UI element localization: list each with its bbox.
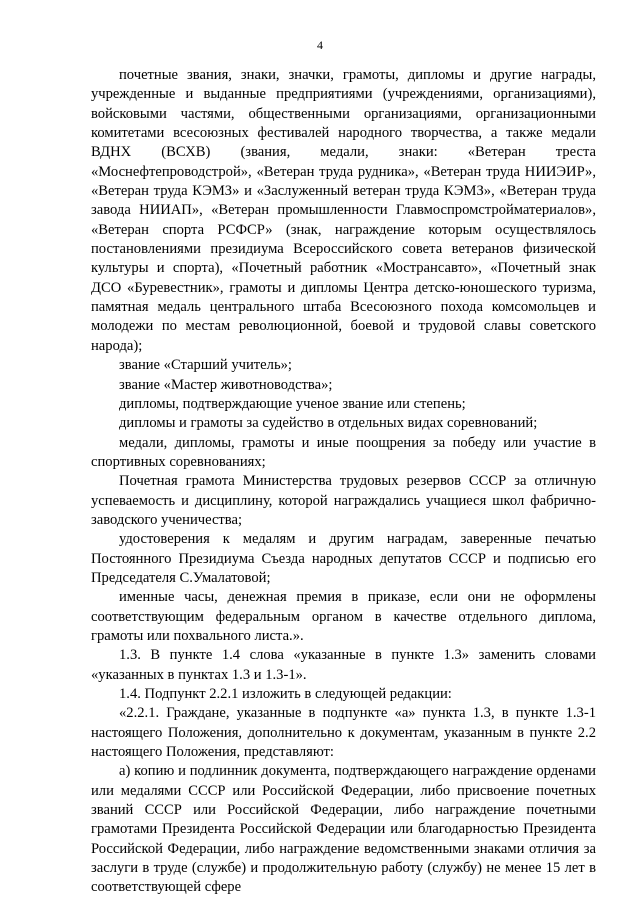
document-body	[91, 66, 596, 898]
paragraph-presidium-certificates: удостоверения к медалям и другим наградам, заверенные печатью Постоянного Президиума Съезда народных депутатов СССР и подписью его Председателя С.Умалатовой;	[91, 531, 596, 586]
paragraph-subitem-a: а) копию и подлинник документа, подтверждающего награждение орденами или медалями СССР или Российской Федерации, либо присвоение почетных званий СССР или Российской Федерации, либо награждение почетными грамотами Президента Российской Федерации или благодарностью Президента Российской Федерации, либо награждение ведомственными знаками отличия за заслуги в труде (службе) и продолжительную работу (службу) не менее 15 лет в соответствующей сфере	[91, 763, 596, 896]
paragraph-awards-list: почетные звания, знаки, значки, грамоты, дипломы и другие награды, учрежденные и выданные предприятиями (учреждениями, организациями), войсковыми частями, общественными организациями, организационными комитетами всесоюзных фестивалей народного творчества, а также медали ВДНХ (ВСХВ) (звания, медали, знаки: «Ветеран треста «Моснефтепроводстрой», «Ветеран труда рудника», «Ветеран труда НИИЭИР», «Ветеран труда КЭМЗ» и «Заслуженный ветеран труда КЭМЗ», «Ветеран труда завода НИИАП», «Ветеран промышленности Главмоспромстройматериалов», «Ветеран спорта РСФСР» (знак, награждение которым осуществлялось постановлениями президиума Всероссийского совета ветеранов физической культуры и спорта), «Почетный работник «Мострансавто», «Почетный знак ДСО «Буревестник», грамоты и дипломы Центра детско-юношеского туризма, памятная медаль центрального штаба Всесоюзного похода комсомольцев и молодежи по местам революционной, боевой и трудовой славы советского народа);	[91, 67, 596, 354]
paragraph-academic-diplomas: дипломы, подтверждающие ученое звание или степень;	[119, 395, 466, 412]
paragraph-named-watches: именные часы, денежная премия в приказе, если они не оформлены соответствующим федеральным органом в качестве отдельного диплома, грамоты или похвального листа.».	[91, 589, 596, 644]
paragraph-item-1-3: 1.3. В пункте 1.4 слова «указанные в пункте 1.3» заменить словами «указанных в пунктах 1.3 и 1.3-1».	[91, 647, 596, 683]
paragraph-judging-diplomas: дипломы и грамоты за судейство в отдельных видах соревнований;	[119, 415, 538, 432]
paragraph-item-1-4: 1.4. Подпункт 2.2.1 изложить в следующей редакции:	[119, 686, 452, 702]
paragraph-sport-awards: медали, дипломы, грамоты и иные поощрения за победу или участие в спортивных соревнованиях;	[91, 434, 596, 470]
paragraph-livestock-master: звание «Мастер животноводства»;	[119, 376, 333, 393]
paragraph-subitem-2-2-1: «2.2.1. Граждане, указанные в подпункте «а» пункта 1.3, в пункте 1.3-1 настоящего Положения, дополнительно к документам, указанным в пункте 2.2 настоящего Положения, представляют:	[91, 705, 596, 761]
paragraph-labor-reserves-certificate: Почетная грамота Министерства трудовых резервов СССР за отличную успеваемость и дисциплину, которой награждались учащиеся школ фабрично-заводского ученичества;	[91, 473, 596, 528]
paragraph-senior-teacher: звание «Старший учитель»;	[119, 357, 292, 374]
page-number: 4	[317, 38, 323, 52]
